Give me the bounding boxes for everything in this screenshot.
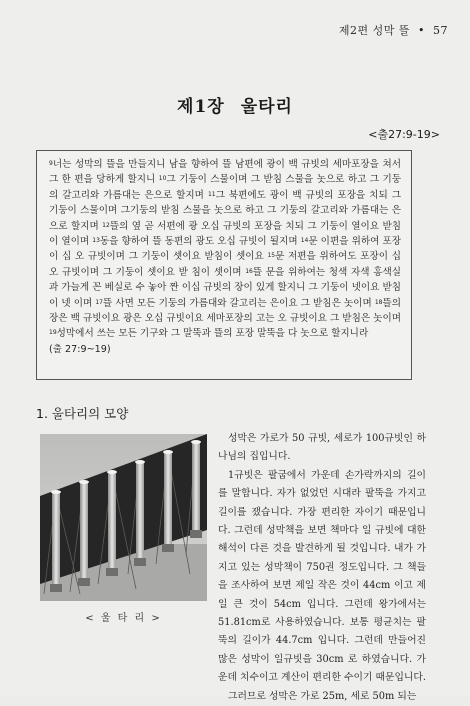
verse-text: 그 북편에도 광이 백 규빗의 포장을 치되 그 기둥이 스물이며 그기둥의 받침 스물을 놋으로 하고 그 기둥의 갈고리와 가름대는 은으로 할지며 [49, 189, 401, 232]
running-header-chapter: 제2편 성막 뜰 [338, 24, 410, 37]
page-number: 57 [433, 24, 448, 37]
body-paragraph: 성막은 가로가 50 규빗, 세로가 100규빗인 하나님의 집입니다. [218, 433, 426, 463]
verse-number: 19 [49, 329, 57, 337]
verse-text: 뜰의 장은 백 규빗이요 광은 오십 규빗이요 세마포장의 고는 오 규빗이요 그 받침은 놋이며 [49, 297, 401, 325]
verse-number: 10 [158, 175, 167, 183]
running-header [339, 22, 448, 38]
verse-number: 11 [207, 190, 216, 198]
verse-text: 그 기둥이 스물이며 그 받침 스물을 놋으로 하고 그 기둥의 갈고리와 가름대는 은으로 할지며 [49, 174, 401, 201]
chapter-title [0, 92, 470, 117]
verse-text: 뜰 문을 위하여는 청색 자색 홍색실과 가늘게 꼰 베실로 수 놓아 짠 이십 규빗의 장이 있게 할지니 그 기둥이 넷이요 받침이 넷 이며 [49, 266, 401, 309]
chapter-name: 울타리 [240, 97, 293, 117]
body-paragraph: 1규빗은 팔굽에서 가운데 손가락까지의 길이를 말합니다. 자가 없었던 시대라 팔뚝을 가지고 길이를 쟀습니다. 가장 편리한 자이기 때문입니다. 그런데 성막책을 보면 책마다 일 규빗에 대한 해석이 다른 것을 발견하게 될 것입니다. 내가 가지고 있는 성막책이 750권 정도입니다. 그 책들을 조사하여 보면 제일 작은 것이 44cm 이고 제일 큰 것이 54cm 입니다. 그런데 왕가에서는 51.81cm로 사용하였습니다. 보통 평균치는 팔뚝의 길이가 44.7cm 입니다. 그런데 만들어진 많은 성막이 일규빗을 30cm 로 하였습니다. 가운데 치수이고 계산이 편리한 수이기 때문입니다. [218, 469, 426, 684]
chapter-number: 제1장 [177, 97, 225, 117]
verse-text: 동을 향하여 뜰 동편의 광도 오십 규빗이 될지며 [99, 236, 301, 248]
verse-text: 문 저편을 위하여도 포장이 십오 규빗이며 그 기둥이 셋이요 받 침이 셋이며 [49, 251, 401, 278]
verse-number: 13 [92, 237, 100, 245]
verse-number: 16 [245, 267, 253, 275]
section-heading: 1. 울타리의 모양 [36, 406, 129, 421]
fence-photo [40, 434, 207, 601]
verse-number: 18 [374, 298, 383, 306]
verse-number: 15 [267, 252, 276, 260]
scripture-box [36, 150, 412, 380]
verse-text: 문 이편을 위하여 포장이 십 오 규빗이며 그 기둥이 셋이요 받침이 셋이요 [49, 236, 402, 263]
verse-number: 14 [300, 237, 309, 245]
verse-number: 17 [95, 298, 103, 306]
verse-number: 9 [49, 160, 53, 167]
scripture-citation: (출 27:9~19) [49, 343, 111, 355]
scripture-reference: <출27:9-19> [368, 128, 440, 141]
photo-caption: < 울 타 리 > [85, 613, 162, 624]
verse-text: 성막에서 쓰는 모든 기구와 그 말뚝과 뜰의 포장 말뚝을 다 놋으로 할지니라 [56, 328, 369, 340]
verse-text: 뜰의 옆 곧 서편에 광 오십 규빗의 포장을 치되 그 기둥이 열이요 받침이 열이며 [49, 220, 401, 248]
verse-text: 너는 성막의 뜰을 만들지니 남을 향하여 뜰 남편에 광이 백 규빗의 세마포장을 쳐서 그 한 편을 당하게 할지니 [49, 159, 401, 186]
body-text [218, 430, 426, 706]
header-bullet: • [418, 24, 425, 37]
fence-illustration [40, 434, 207, 601]
verse-number: 12 [102, 221, 110, 229]
verse-text: 뜰 사면 모든 기둥의 가름대와 갈고리는 은이요 그 받침은 놋이며 [102, 297, 375, 309]
body-paragraph: 그러므로 성막은 가로 25m, 세로 50m 되는 [228, 690, 417, 702]
